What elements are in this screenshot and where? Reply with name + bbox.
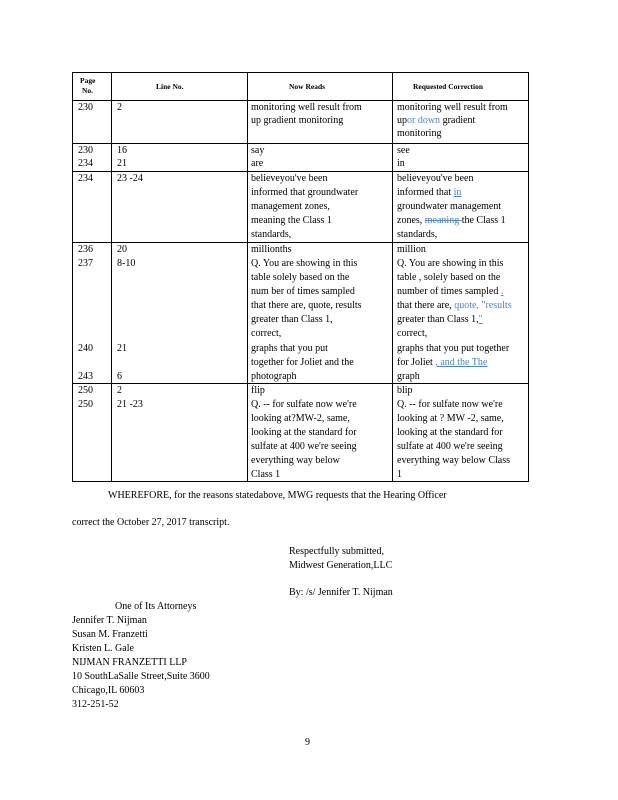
now-reads-text: table solely based on the	[251, 272, 350, 283]
table-col-divider	[392, 72, 393, 482]
correction-text: correct,	[397, 328, 428, 339]
now-reads-text: Q. You are showing in this	[251, 258, 358, 269]
table-row-divider	[72, 242, 528, 243]
header-line-no: Line No.	[156, 82, 184, 91]
inserted-text: , and the The	[435, 357, 488, 368]
correction-text: greater than Class 1,"	[397, 314, 483, 325]
row-page: 240	[78, 343, 93, 354]
table-row-divider	[72, 143, 528, 144]
counsel-line: 10 SouthLaSalle Street,Suite 3600	[72, 671, 210, 682]
row-line: 2	[117, 102, 122, 113]
correction-text: upor down gradient	[397, 115, 476, 126]
now-reads-text: say	[251, 145, 265, 156]
correction-text: blip	[397, 385, 413, 396]
now-reads-text: num ber of times sampled	[251, 286, 355, 297]
table-col-divider	[111, 72, 112, 482]
now-reads-text: sulfate at 400 we're seeing	[251, 441, 357, 452]
counsel-line: NIJMAN FRANZETTI LLP	[72, 657, 187, 668]
deleted-text: meaning	[424, 215, 462, 226]
now-reads-text: Class 1	[251, 469, 281, 480]
row-page: 236	[78, 244, 93, 255]
row-line: 21 -23	[117, 399, 143, 410]
row-page: 250	[78, 399, 93, 410]
counsel-line: 312-251-52	[72, 699, 119, 710]
now-reads-text: monitoring well result from	[251, 102, 362, 113]
signature-attorneys: One of Its Attorneys	[115, 601, 197, 612]
now-reads-text: graphs that you put	[251, 343, 328, 354]
row-line: 6	[117, 371, 122, 382]
table-border-left	[72, 72, 73, 482]
correction-text: number of times sampled .	[397, 286, 504, 297]
inserted-text: "results	[478, 300, 512, 311]
now-reads-text: up gradient monitoring	[251, 115, 344, 126]
correction-text: for Joliet , and the The	[397, 357, 488, 368]
correction-text: groundwater management	[397, 201, 502, 212]
row-page: 243	[78, 371, 93, 382]
now-reads-text: correct,	[251, 328, 282, 339]
table-border-top	[72, 72, 528, 73]
now-reads-text: photograph	[251, 371, 297, 382]
counsel-line: Kristen L. Gale	[72, 643, 134, 654]
now-reads-text: informed that groundwater	[251, 187, 359, 198]
counsel-line: Jennifer T. Nijman	[72, 615, 147, 626]
wherefore-paragraph-continued: correct the October 27, 2017 transcript.	[72, 517, 230, 528]
inserted-text: or down	[407, 115, 441, 126]
row-line: 2	[117, 385, 122, 396]
now-reads-text: together for Joliet and the	[251, 357, 354, 368]
correction-text: 1	[397, 469, 402, 480]
now-reads-text: everything way below	[251, 455, 340, 466]
row-line: 23 -24	[117, 173, 143, 184]
correction-text: monitoring	[397, 128, 442, 139]
correction-text: looking at the standard for	[397, 427, 503, 438]
now-reads-text: flip	[251, 385, 265, 396]
correction-text: that there are, quote, "results	[397, 300, 512, 311]
counsel-line: Chicago,IL 60603	[72, 685, 145, 696]
correction-text: monitoring well result from	[397, 102, 508, 113]
row-page: 230	[78, 145, 93, 156]
now-reads-text: millionths	[251, 244, 292, 255]
table-border-bottom	[72, 481, 528, 482]
inserted-text: quote,	[454, 300, 479, 311]
row-line: 21	[117, 343, 127, 354]
header-requested-correction: Requested Correction	[413, 82, 484, 91]
correction-text: graphs that you put together	[397, 343, 510, 354]
correction-text: in	[397, 158, 405, 169]
now-reads-text: meaning the Class 1	[251, 215, 332, 226]
table-border-right	[528, 72, 529, 482]
now-reads-text: looking at?MW-2, same,	[251, 413, 350, 424]
correction-text: zones, meaning the Class 1	[397, 215, 506, 226]
correction-text: believeyou've been	[397, 173, 474, 184]
wherefore-paragraph: WHEREFORE, for the reasons statedabove, MWG requests that the Hearing Officer	[108, 490, 447, 501]
correction-text: graph	[397, 371, 420, 382]
row-line: 8-10	[117, 258, 136, 269]
row-line: 16	[117, 145, 127, 156]
row-page: 250	[78, 385, 93, 396]
row-page: 234	[78, 158, 93, 169]
now-reads-text: believeyou've been	[251, 173, 328, 184]
signature-closing: Respectfully submitted,	[289, 546, 384, 557]
correction-text: informed that in	[397, 187, 462, 198]
now-reads-text: standards,	[251, 229, 292, 240]
header-page-line1: Page	[80, 76, 96, 85]
inserted-text: "	[478, 314, 483, 325]
now-reads-text: that there are, quote, results	[251, 300, 362, 311]
inserted-text: .	[500, 286, 504, 297]
correction-text: sulfate at 400 we're seeing	[397, 441, 503, 452]
correction-text: everything way below Class	[397, 455, 511, 466]
header-now-reads: Now Reads	[289, 82, 326, 91]
table-row-divider	[72, 383, 528, 384]
row-page: 234	[78, 173, 93, 184]
now-reads-text: are	[251, 158, 264, 169]
correction-text: million	[397, 244, 426, 255]
inserted-text: in	[453, 187, 462, 198]
now-reads-text: management zones,	[251, 201, 330, 212]
correction-text: looking at ? MW -2, same,	[397, 413, 504, 424]
correction-text: table , solely based on the	[397, 272, 501, 283]
signature-by: By: /s/ Jennifer T. Nijman	[289, 587, 393, 598]
correction-text: Q. -- for sulfate now we're	[397, 399, 503, 410]
now-reads-text: greater than Class 1,	[251, 314, 333, 325]
correction-text: standards,	[397, 229, 438, 240]
row-line: 21	[117, 158, 127, 169]
signature-company: Midwest Generation,LLC	[289, 560, 393, 571]
row-page: 237	[78, 258, 93, 269]
now-reads-text: looking at the standard for	[251, 427, 357, 438]
correction-text: see	[397, 145, 410, 156]
row-line: 20	[117, 244, 127, 255]
row-page: 230	[78, 102, 93, 113]
table-col-divider	[247, 72, 248, 482]
correction-text: Q. You are showing in this	[397, 258, 504, 269]
header-page-line2: No.	[82, 86, 94, 95]
counsel-line: Susan M. Franzetti	[72, 629, 148, 640]
now-reads-text: Q. -- for sulfate now we're	[251, 399, 357, 410]
page-number: 9	[305, 737, 310, 748]
